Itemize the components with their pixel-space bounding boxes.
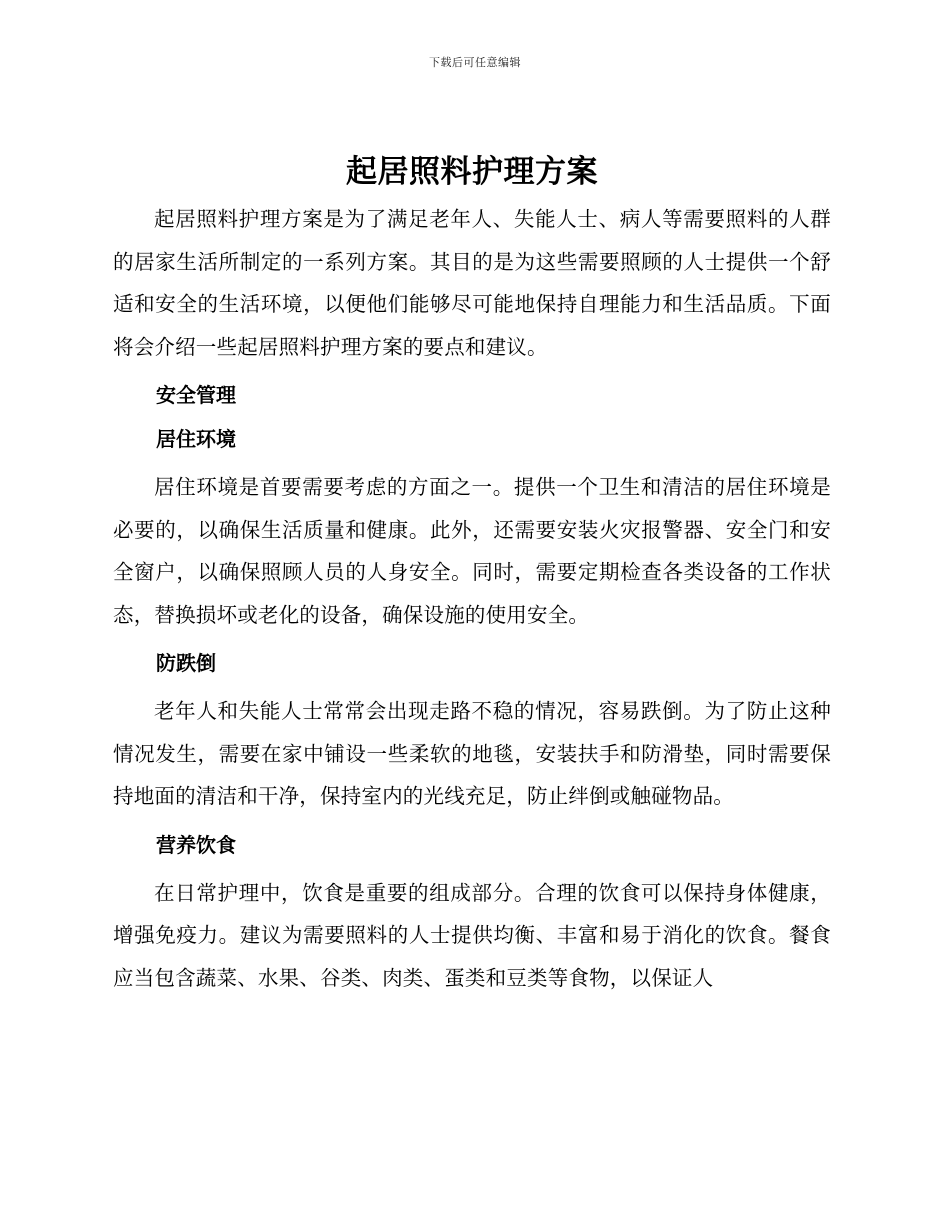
- fall-paragraph: 老年人和失能人士常常会出现走路不稳的情况，容易跌倒。为了防止这种情况发生，需要在家中铺设一些柔软的地毯，安装扶手和防滑垫，同时需要保持地面的清洁和干净，保持室内的光线充足，防止绊倒或触碰物品。: [113, 699, 831, 808]
- section-heading-living: 居住环境: [156, 427, 236, 451]
- document-title: 起居照料护理方案: [346, 154, 598, 190]
- document-body: [113, 148, 831, 999]
- section-heading-safety: 安全管理: [156, 383, 236, 407]
- intro-paragraph: 起居照料护理方案是为了满足老年人、失能人士、病人等需要照料的人群的居家生活所制定的一系列方案。其目的是为这些需要照顾的人士提供一个舒适和安全的生活环境，以便他们能够尽可能地保持自理能力和生活品质。下面将会介绍一些起居照料护理方案的要点和建议。: [113, 207, 831, 359]
- section-heading-fall: 防跌倒: [156, 651, 216, 675]
- section-heading-nutrition: 营养饮食: [156, 832, 236, 857]
- nutrition-paragraph: 在日常护理中，饮食是重要的组成部分。合理的饮食可以保持身体健康，增强免疫力。建议为需要照料的人士提供均衡、丰富和易于消化的饮食。餐食应当包含蔬菜、水果、谷类、肉类、蛋类和豆类等食物，以保证人: [113, 880, 831, 990]
- living-paragraph: 居住环境是首要需要考虑的方面之一。提供一个卫生和清洁的居住环境是必要的，以确保生活质量和健康。此外，还需要安装火灾报警器、安全门和安全窗户，以确保照顾人员的人身安全。同时，需要定期检查各类设备的工作状态，替换损坏或老化的设备，确保设施的使用安全。: [113, 475, 831, 627]
- header-note: 下载后可任意编辑: [429, 56, 521, 69]
